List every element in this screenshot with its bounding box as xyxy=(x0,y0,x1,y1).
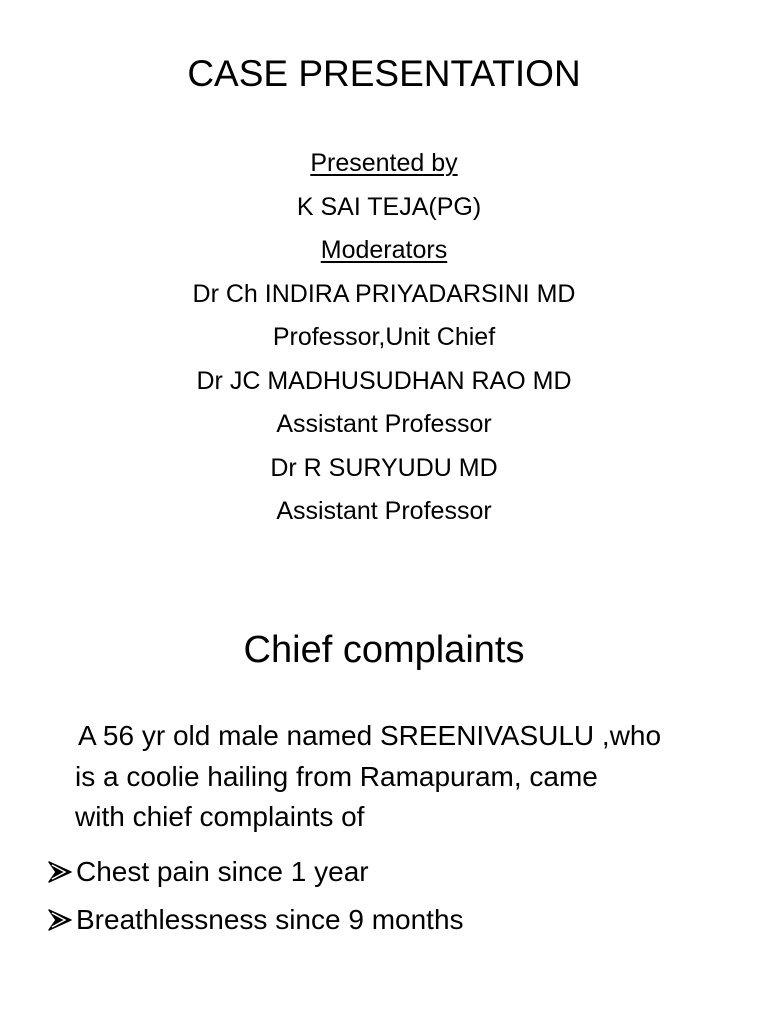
complaint-text: Chest pain since 1 year xyxy=(76,856,369,887)
intro-line: is a coolie hailing from Ramapuram, came xyxy=(75,760,598,792)
list-item xyxy=(46,848,464,896)
arrow-bullet-icon xyxy=(46,908,74,932)
slide-chief-complaints xyxy=(0,580,768,1024)
intro-line: A 56 yr old male named SREENIVASULU ,who xyxy=(78,720,662,751)
presenter-block xyxy=(0,142,768,534)
slide-title: Chief complaints xyxy=(243,629,525,671)
moderator-name: Dr Ch INDIRA PRIYADARSINI MD xyxy=(192,279,576,308)
moderator-role: Assistant Professor xyxy=(276,410,492,438)
moderator-role: Professor,Unit Chief xyxy=(272,323,496,351)
moderator-name: Dr JC MADHUSUDHAN RAO MD xyxy=(196,366,572,395)
arrow-bullet-icon xyxy=(46,860,74,884)
presented-by-heading: Presented by xyxy=(310,149,458,177)
complaints-list xyxy=(46,848,464,944)
moderator-role: Assistant Professor xyxy=(276,497,492,525)
list-item xyxy=(46,896,464,944)
case-intro-paragraph xyxy=(75,716,735,838)
moderator-name: Dr R SURYUDU MD xyxy=(270,453,498,482)
complaint-text: Breathlessness since 9 months xyxy=(76,904,464,935)
moderators-heading: Moderators xyxy=(320,236,448,264)
intro-line: with chief complaints of xyxy=(75,801,365,832)
slide-title: CASE PRESENTATION xyxy=(187,53,581,94)
presenter-name: K SAI TEJA(PG) xyxy=(296,192,482,221)
